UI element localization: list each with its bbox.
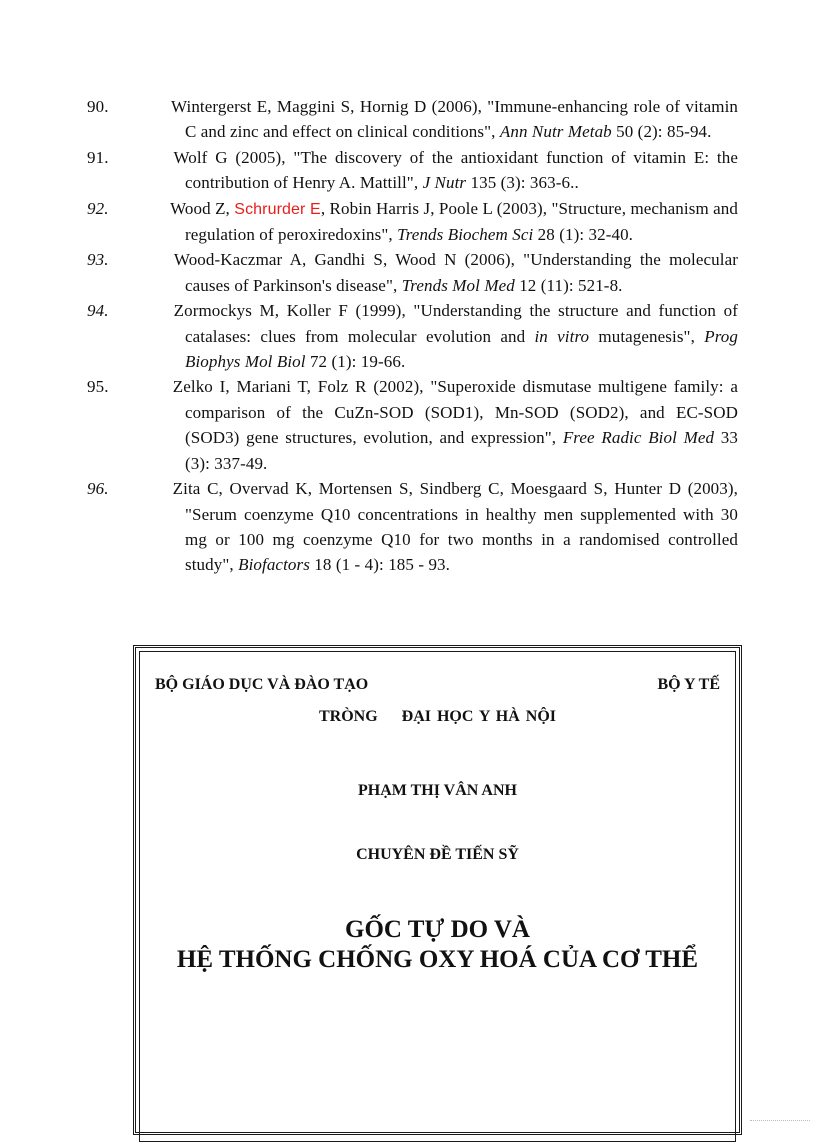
cover-page-frame xyxy=(133,645,742,1135)
journal-name: J Nutr xyxy=(422,173,467,193)
reference-text: , Robin Harris J, Poole L (2003), "Structure, mechanism and regulation of peroxiredoxins", xyxy=(185,198,738,245)
reference-text: Wolf G (2005), "The discovery of the antioxidant function of vitamin E: the contribution of Henry A. Mattill", xyxy=(173,147,738,193)
reference-number: 93. xyxy=(87,250,109,270)
reference-number: 95. xyxy=(87,377,109,397)
thesis-title-line-2: HỆ THỐNG CHỐNG OXY HOÁ CỦA CƠ THỂ xyxy=(176,946,699,973)
thesis-title-line-1: GỐC TỰ DO VÀ xyxy=(345,916,530,943)
reference-text: Zelko I, Mariani T, Folz R (2002), "Superoxide dismutase multigene family: a comparison of the CuZn-SOD (SOD1), Mn-SOD (SOD2), and EC-SOD (SOD3) gene structures, evolution, and expression", xyxy=(172,377,738,448)
reference-item xyxy=(87,247,738,298)
reference-text: Zita C, Overvad K, Mortensen S, Sindberg C, Moesgaard S, Hunter D (2003), "Serum coenzyme Q10 concentrations in healthy men supplemented with 30 mg or 100 mg coenzyme Q10 for two months in a randomised controlled study", xyxy=(172,479,738,575)
reference-item xyxy=(87,196,738,248)
reference-number: 90. xyxy=(87,97,109,116)
reference-citation: 72 (1): 19-66. xyxy=(305,352,406,372)
reference-item xyxy=(87,145,738,196)
reference-citation: 18 (1 - 4): 185 - 93. xyxy=(309,555,451,575)
italic-term: in vitro xyxy=(534,326,590,346)
reference-citation: 12 (11): 521-8. xyxy=(514,275,623,295)
university-name: TRÒNG ĐẠI HỌC Y HÀ NỘI xyxy=(318,708,557,725)
reference-citation: 28 (1): 32-40. xyxy=(533,225,634,245)
reference-number: 94. xyxy=(87,301,109,321)
journal-name: Ann Nutr Metab xyxy=(499,122,612,142)
reference-text: Wintergerst E, Maggini S, Hornig D (2006), "Immune-enhancing role of vitamin C and zinc and effect on clinical conditions", xyxy=(171,97,738,142)
ministry-of-education: BỘ GIÁO DỤC VÀ ĐÀO TẠO xyxy=(155,676,369,693)
journal-name: Free Radic Biol Med xyxy=(562,428,715,448)
reference-number: 96. xyxy=(87,479,109,499)
reference-text: Wood-Kaczmar A, Gandhi S, Wood N (2006), "Understanding the molecular causes of Parkinson's disease", xyxy=(173,250,738,295)
reference-author: Wood Z, xyxy=(170,198,235,218)
reference-number: 92. xyxy=(87,198,109,218)
document-type: CHUYÊN ĐỀ TIẾN SỸ xyxy=(356,846,519,863)
reference-item xyxy=(87,374,738,476)
journal-name: Trends Mol Med xyxy=(401,275,515,295)
reference-item xyxy=(87,94,738,145)
journal-name: Biofactors xyxy=(238,555,310,575)
journal-name: Prog Biophys Mol Biol xyxy=(185,326,738,372)
reference-citation: 33 (3): 337-49. xyxy=(185,428,738,473)
reference-text-continued: mutagenesis", xyxy=(589,326,705,346)
reference-item xyxy=(87,476,738,578)
author-name: PHẠM THỊ VÂN ANH xyxy=(358,782,517,799)
journal-name: Trends Biochem Sci xyxy=(397,225,534,245)
reference-citation: 50 (2): 85-94. xyxy=(611,122,712,142)
reference-item xyxy=(87,298,738,374)
page-edge-divider xyxy=(750,1120,810,1121)
reference-citation: 135 (3): 363-6.. xyxy=(466,173,579,193)
reference-number: 91. xyxy=(87,147,109,167)
ministry-of-health: BỘ Y TẾ xyxy=(657,676,720,693)
reference-text: Zormockys M, Koller F (1999), "Understanding the structure and function of catalases: clues from molecular evolution and xyxy=(173,301,738,346)
reference-list xyxy=(87,94,738,646)
highlighted-author: Schrurder E xyxy=(234,200,321,218)
